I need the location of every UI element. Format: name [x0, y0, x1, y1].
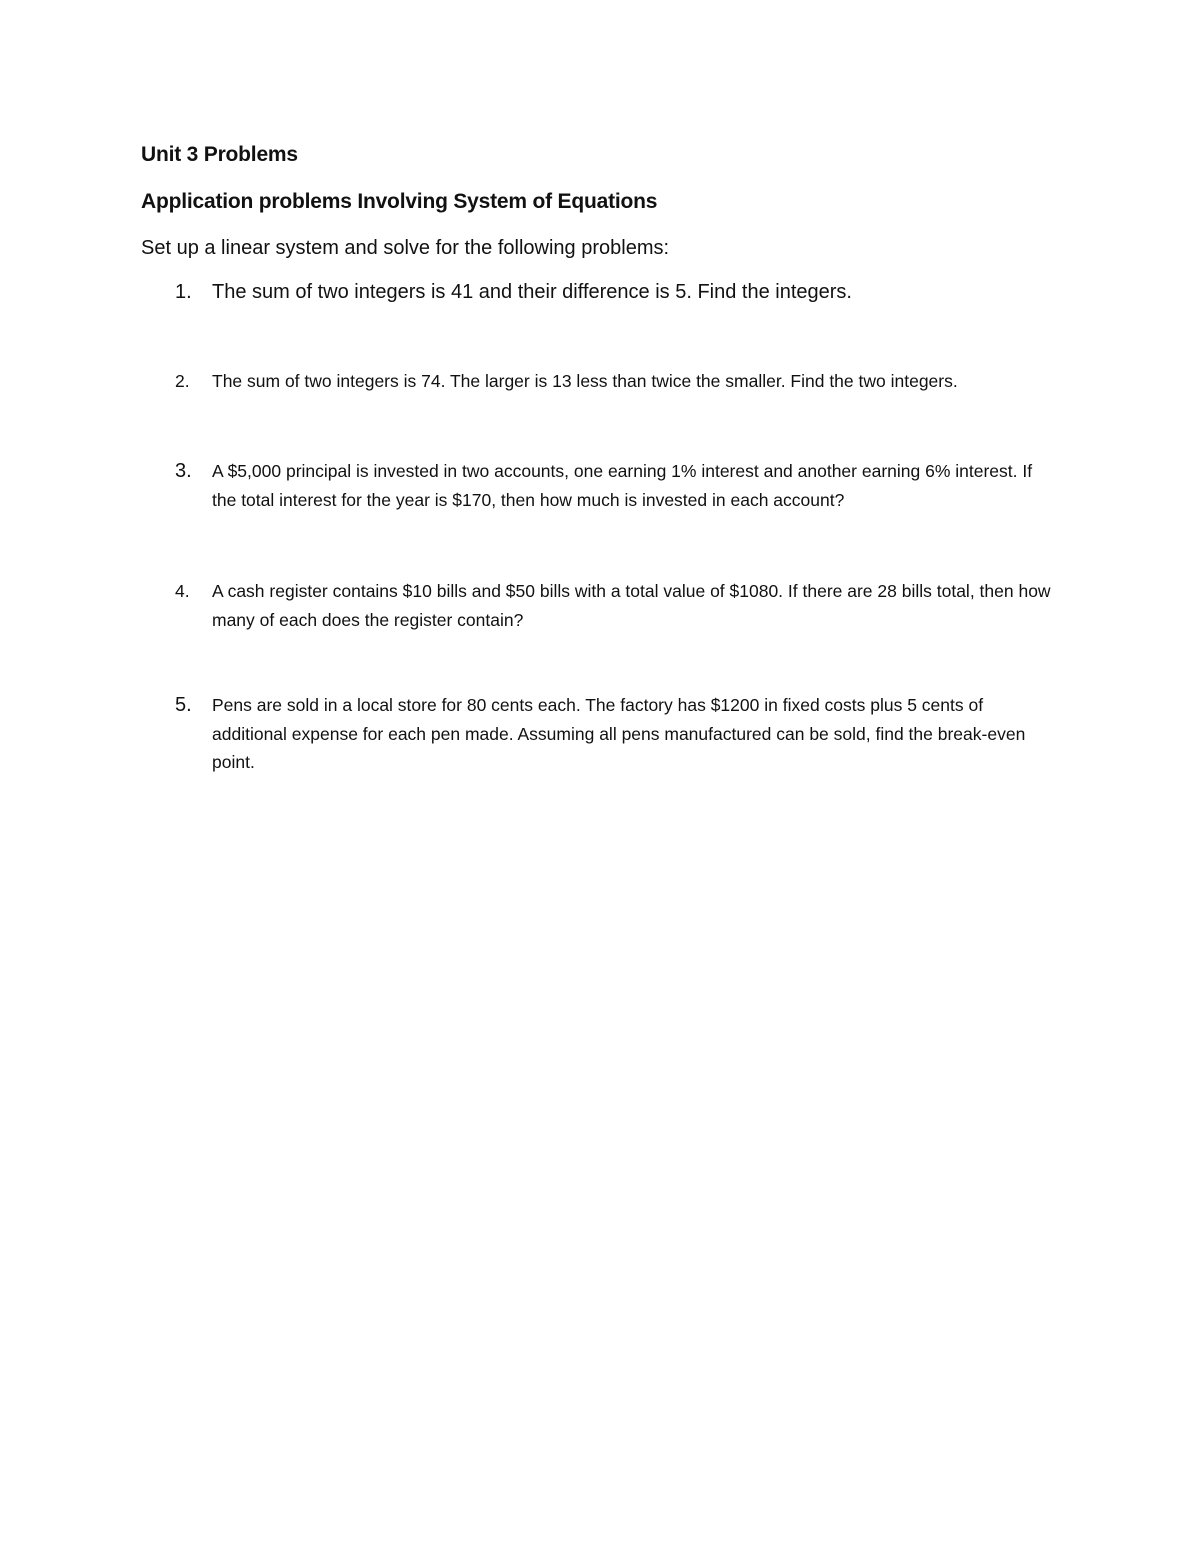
problem-text: The sum of two integers is 41 and their difference is 5. Find the integers.	[212, 281, 852, 303]
problem-number: 5.	[175, 694, 192, 716]
document-content	[141, 140, 1061, 777]
page-subtitle: Application problems Involving System of Equations	[141, 190, 658, 213]
problem-item-1	[141, 277, 1061, 307]
problem-list	[141, 277, 1061, 777]
problem-text: The sum of two integers is 74. The larger is 13 less than twice the smaller. Find the two integers.	[212, 371, 958, 391]
problem-item-4	[141, 577, 1061, 635]
problem-number: 4.	[175, 581, 190, 601]
problem-item-5	[141, 691, 1061, 777]
problem-item-2	[141, 367, 1061, 395]
page-title: Unit 3 Problems	[141, 143, 298, 166]
problem-text: Pens are sold in a local store for 80 cents each. The factory has $1200 in fixed costs plus 5 cents of additional expense for each pen made. Assuming all pens manufactured can be sold, find the break-even point.	[212, 695, 1026, 772]
problem-text: A $5,000 principal is invested in two accounts, one earning 1% interest and another earning 6% interest. If the total interest for the year is $170, then how much is invested in each account?	[212, 461, 1033, 510]
problem-number: 2.	[175, 371, 190, 391]
instruction-text: Set up a linear system and solve for the following problems:	[141, 237, 670, 259]
problem-number: 3.	[175, 460, 192, 482]
problem-number: 1.	[175, 281, 192, 303]
problem-item-3	[141, 457, 1061, 515]
problem-text: A cash register contains $10 bills and $50 bills with a total value of $1080. If there are 28 bills total, then how many of each does the register contain?	[212, 581, 1051, 630]
